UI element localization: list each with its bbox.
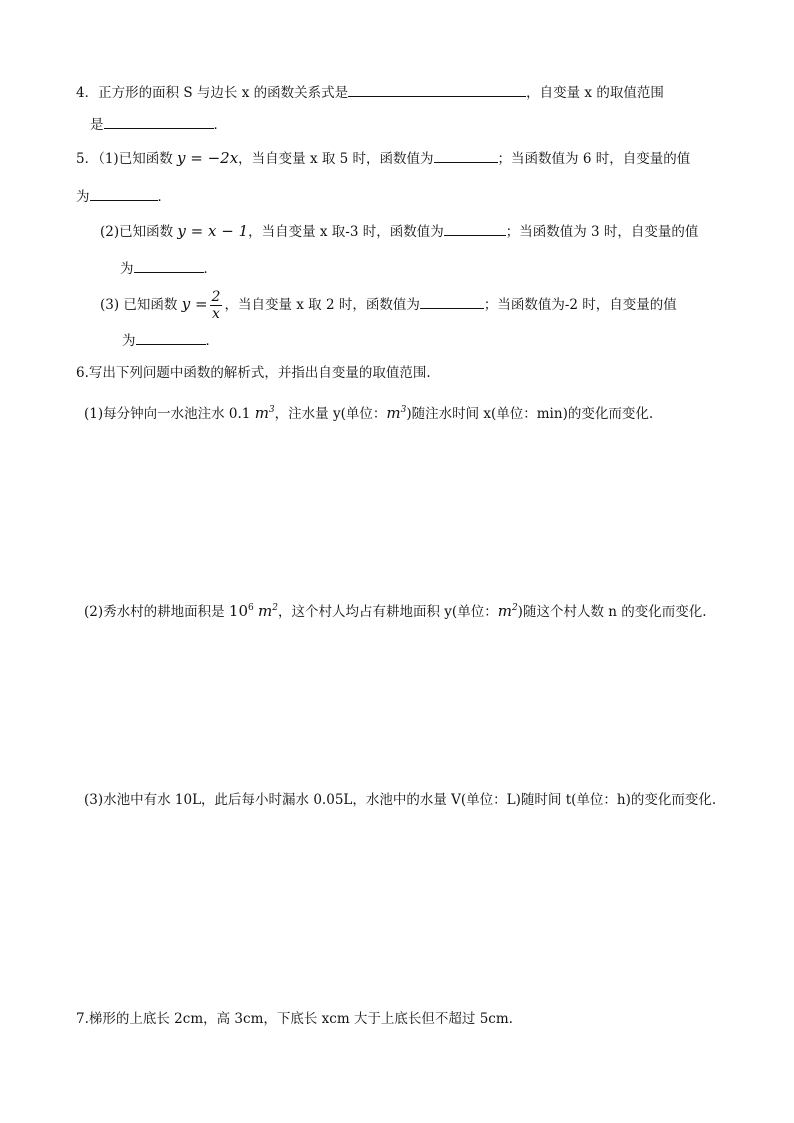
q6-sub2-unit: $m^2$ (258, 602, 279, 620)
q5-part3-text-a: (3) 已知函数 (100, 297, 178, 313)
q5-part2-blank-2[interactable] (134, 258, 204, 273)
q5-part1-expression: y = −2x (177, 149, 239, 167)
q6-sub1-text-a: (1)每分钟向一水池注水 0.1 (84, 406, 251, 422)
q6-sub2-unit-2-exponent: 2 (511, 603, 518, 613)
q5-part2-text-c: ；当函数值为 3 时，自变量的值 (505, 224, 699, 240)
q6-sub1-text-c: )随注水时间 x(单位：min)的变化而变化. (406, 406, 654, 422)
q5-part2-text-d: 为 (120, 261, 134, 277)
q5-part2-expression: y = x − 1 (177, 222, 249, 240)
q6-sub2-text-b: ，这个村人均占有耕地面积 y(单位： (278, 604, 498, 620)
q4-text-b: ，自变量 x 的取值范围 (526, 85, 664, 101)
q4-answer-blank-2[interactable] (104, 114, 214, 129)
q6-sub1 (84, 400, 653, 424)
q4-text-d: ． (213, 117, 227, 133)
q6-sub3: (3)水池中有水 10L，此后每小时漏水 0.05L，水池中的水量 V(单位：L)随时间 t(单位：h)的变化而变化. (84, 792, 717, 808)
q5-part3-blank-1[interactable] (420, 294, 484, 309)
q4-answer-blank-1[interactable] (348, 82, 526, 97)
q4-text-a: 4．正方形的面积 S 与边长 x 的函数关系式是 (76, 85, 349, 101)
q5-part2-blank-1[interactable] (444, 221, 506, 236)
q5-part3-fraction (210, 289, 223, 322)
q6-sub2-text-a: (2)秀水村的耕地面积是 (84, 604, 225, 620)
q5-part1-blank-2[interactable] (90, 186, 158, 201)
q6-sub1-unit-2-exponent: 3 (400, 405, 407, 415)
q5-part1-text-c: ；当函数值为 6 时，自变量的值 (497, 151, 691, 167)
q5-part1-line-2 (76, 186, 171, 207)
q6-sub1-unit-2: $m^3$ (386, 404, 407, 422)
q5-part3-text-b: ，当自变量 x 取 2 时，函数值为 (224, 297, 420, 313)
q5-part3-y: y = (181, 295, 208, 313)
q7-text: 7.梯形的上底长 2cm，高 3cm，下底长 xcm 大于上底长但不超过 5cm. (76, 1011, 513, 1027)
q5-part2-line-1 (100, 221, 698, 242)
q6-sub1-text-b: ，注水量 y(单位： (274, 406, 387, 422)
q5-part1-text-d: 为 (76, 189, 90, 205)
q5-part2-text-e: ． (203, 261, 217, 277)
q5-part2-text-a: (2)已知函数 (100, 224, 174, 240)
q5-part3-text-c: ；当函数值为-2 时，自变量的值 (483, 297, 677, 313)
q5-part3-text-e: ． (205, 333, 219, 349)
q4-line-2 (90, 114, 227, 135)
q4-text-c: 是 (90, 117, 104, 133)
q6-sub2-quantity: $10^6$ (228, 602, 254, 620)
q5-part2-text-b: ，当自变量 x 取-3 时，函数值为 (248, 224, 444, 240)
q5-part3-line-1 (100, 286, 677, 323)
q6-sub2 (84, 598, 707, 622)
q6-sub1-unit: $m^3$ (254, 404, 275, 422)
q5-part3-blank-2[interactable] (136, 330, 206, 345)
q5-part1-text-b: ，当自变量 x 取 5 时，函数值为 (238, 151, 434, 167)
q5-part1-text-e: ． (157, 189, 171, 205)
q6-sub1-unit-exponent: 3 (268, 405, 275, 415)
q6-sub2-unit-exponent: 2 (272, 603, 279, 613)
q6-sub2-quantity-exponent: 6 (248, 603, 254, 613)
q6-sub2-text-c: )随这个村人数 n 的变化而变化. (517, 604, 707, 620)
q6-sub2-unit-2: $m^2$ (497, 602, 518, 620)
q5-part1-blank-1[interactable] (434, 148, 498, 163)
q4-line-1 (76, 82, 664, 103)
q5-part3-denominator: x (212, 306, 220, 322)
q6-title: 6.写出下列问题中函数的解析式，并指出自变量的取值范围. (76, 365, 431, 381)
q5-part3-numerator: 2 (211, 289, 221, 305)
q5-part3-line-2 (122, 330, 219, 351)
q5-part2-line-2 (120, 258, 217, 279)
q5-part1-text-a: 5．（1)已知函数 (76, 151, 173, 167)
q5-part1-line-1 (76, 148, 690, 169)
q5-part3-text-d: 为 (122, 333, 136, 349)
